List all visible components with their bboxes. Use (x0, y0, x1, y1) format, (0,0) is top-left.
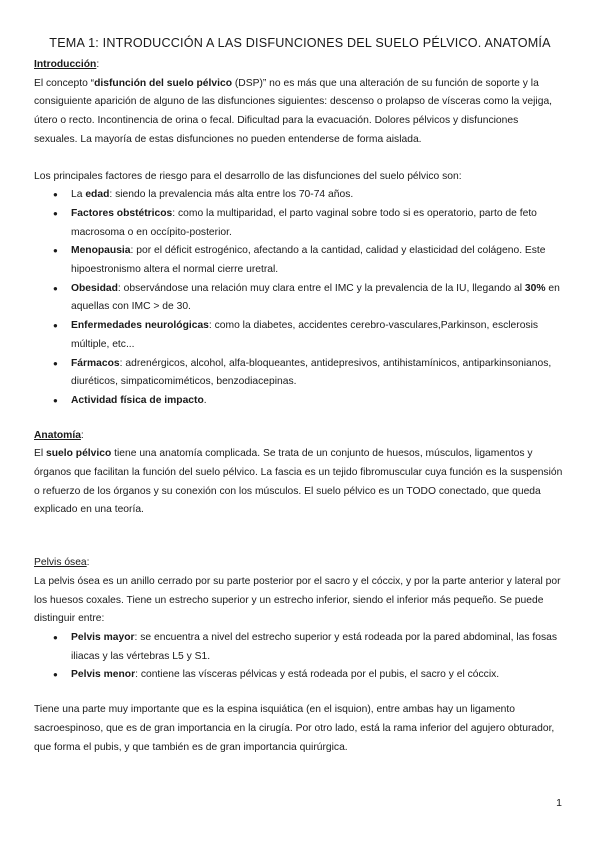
intro-heading-line: Introducción: (34, 59, 100, 70)
document-title: TEMA 1: INTRODUCCIÓN A LAS DISFUNCIONES DEL SUELO PÉLVICO. ANATOMÍA (49, 36, 551, 50)
dsp-term: disfunción del suelo pélvico (94, 77, 232, 89)
pelvis-heading-line: Pelvis ósea: (34, 557, 90, 569)
list-item: ● Enfermedades neurológicas: como la diabetes, accidentes cerebro-vasculares,Parkinson, esclerosis múltiple, etc... (71, 317, 564, 354)
list-item: ● Pelvis menor: contiene las vísceras pélvicas y está rodeada por el pubis, el sacro y el cóccix. (71, 666, 564, 685)
list-item: ● Pelvis mayor: se encuentra a nivel del estrecho superior y está rodeada por la pared abdominal, las fosas iliacas y las vértebras L5 y S1. (71, 629, 564, 666)
list-item: ● Actividad física de impacto. (71, 392, 564, 411)
page-number: 1 (556, 797, 562, 809)
suelo-pelvico-term: suelo pélvico (46, 448, 112, 460)
list-item: ● La edad: siendo la prevalencia más alta entre los 70-74 años. (71, 186, 564, 205)
pelvis-paragraph: La pelvis ósea es un anillo cerrado por su parte posterior por el sacro y el cóccix, y por la parte anterior y lateral por los huesos coxales. Tiene un estrecho superior y un estrecho inferior, siendo el inferior más pequeño. Se puede distinguir entre: (34, 575, 561, 625)
risk-lead: Los principales factores de riesgo para el desarrollo de las disfunciones del suelo pélvico son: (34, 170, 462, 182)
list-item: ● Fármacos: adrenérgicos, alcohol, alfa-bloqueantes, antidepresivos, antihistamínicos, antiparkinsonianos, diuréticos, simpaticomiméticos, benzodiacepinas. (71, 355, 564, 392)
anatomy-paragraph: El suelo pélvico tiene una anatomía complicada. Se trata de un conjunto de huesos, músculos, ligamentos y órganos que facilitan la función del suelo pélvico. La fascia es un tejido fibromuscular cuya función es la suspensión o refuerzo de los órganos y su conexión con los músculos. El suelo pélvico es un TODO conectado, que queda explicado en una teoría. (34, 448, 563, 516)
anatomy-heading-line: Anatomía: (34, 429, 84, 441)
intro-paragraph: El concepto “disfunción del suelo pélvico (DSP)” no es más que una alteración de su función de soporte y la consiguiente aparición de alguno de las disfunciones siguientes: descenso o prolapso de vísceras como la vejiga, útero o recto. Incontinencia de orina o fecal. Dificultad para la evacuación. Dolores pélvicos y disfunciones sexuales. La mayoría de estas disfunciones no pueden entenderse de forma aislada. (34, 77, 553, 145)
pelvis-heading: Pelvis ósea (34, 557, 87, 569)
list-item: ● Menopausia: por el déficit estrogénico, afectando a la cantidad, calidad y elasticidad del colágeno. Este hipoestronismo altera el normal cierre uretral. (71, 242, 564, 279)
risk-factors-list (34, 186, 564, 410)
pelvis-closing-paragraph: Tiene una parte muy importante que es la espina isquiática (en el isquion), entre ambas hay un ligamento sacroespinoso, que es de gran importancia en la cirugía. Por otro lado, está la rama inferior del agujero obturador, que forma el pubis, y que también es de gran importancia quirúrgica. (34, 704, 555, 753)
intro-heading: Introducción (34, 59, 97, 70)
list-item: ● Factores obstétricos: como la multiparidad, el parto vaginal sobre todo si es operatorio, parto de feto macrosoma o en occípito-posterior. (71, 205, 564, 242)
list-item: ● Obesidad: observándose una relación muy clara entre el IMC y la prevalencia de la IU, llegando al 30% en aquellas con IMC > de 30. (71, 280, 564, 317)
document-body (34, 56, 564, 757)
pelvis-list (34, 629, 564, 685)
anatomy-heading: Anatomía (34, 429, 81, 441)
